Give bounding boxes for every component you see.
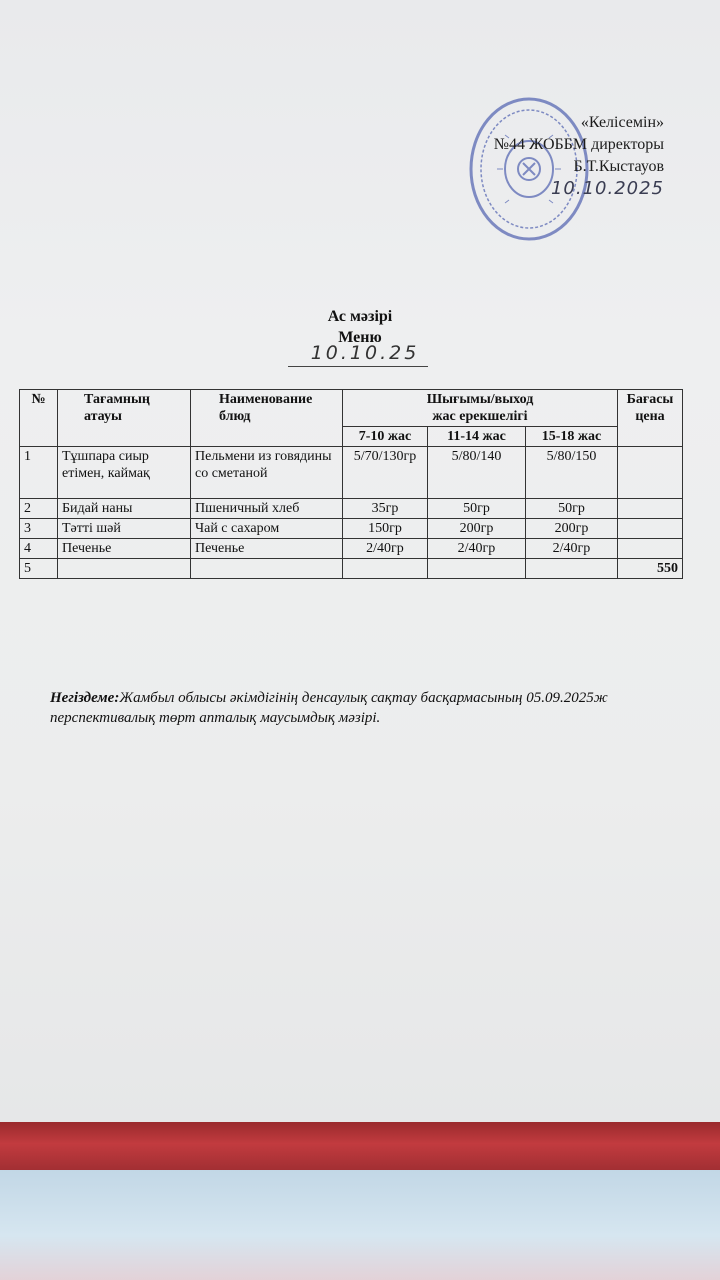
table-row [20, 447, 683, 499]
approval-block [494, 112, 664, 200]
row-age-1: 150гр [343, 519, 428, 539]
header-name-kz: Тағамның атауы [58, 390, 191, 447]
approval-handwritten-date: 10.10.2025 [550, 178, 664, 199]
row-age-3: 200гр [526, 519, 618, 539]
header-yield-line1: Шығымы/выход [426, 392, 534, 407]
row-age-1: 35гр [343, 499, 428, 519]
row-age-3: 5/80/150 [526, 447, 618, 499]
row-age-2: 2/40гр [428, 539, 526, 559]
table-row-total [20, 559, 683, 579]
row-name-kz: Бидай наны [58, 499, 191, 519]
title-ru: Меню [338, 329, 382, 346]
row-price-total: 550 [618, 559, 683, 579]
row-age-1: 5/70/130гр [343, 447, 428, 499]
menu-handwritten-date: 10.10.25 [310, 342, 420, 364]
approval-school: №44 ЖОББМ директоры [493, 136, 664, 153]
row-age-3 [526, 559, 618, 579]
row-name-kz: Тұшпара сиыр етімен, каймақ [58, 447, 191, 499]
row-name-ru: Печенье [191, 539, 343, 559]
row-age-2: 200гр [428, 519, 526, 539]
table-row [20, 499, 683, 519]
row-age-1 [343, 559, 428, 579]
row-age-3: 2/40гр [526, 539, 618, 559]
row-price [618, 447, 683, 499]
row-price [618, 519, 683, 539]
header-num: № [20, 390, 58, 447]
title-kz: Ас мәзірі [327, 308, 393, 325]
row-name-kz [58, 559, 191, 579]
menu-table [19, 389, 683, 579]
basis-label: Негіздеме: [50, 690, 120, 706]
header-name-ru: Наименование блюд [191, 390, 343, 447]
row-name-ru: Пшеничный хлеб [191, 499, 343, 519]
basis-text: Жамбыл облысы әкімдігінің денсаулық сақтау басқармасының 05.09.2025ж перспективалық төрт апталық маусымдық мәзірі. [50, 690, 608, 726]
blue-board-background [0, 1170, 720, 1280]
row-name-ru: Пельмени из говядины со сметаной [191, 447, 343, 499]
header-age-3: 15-18 жас [526, 427, 618, 447]
row-num: 5 [20, 559, 58, 579]
header-age-2: 11-14 жас [428, 427, 526, 447]
approval-director-name: Б.Т.Кыстауов [573, 158, 664, 175]
row-num: 2 [20, 499, 58, 519]
date-underline [288, 366, 428, 367]
table-row [20, 519, 683, 539]
row-age-2: 5/80/140 [428, 447, 526, 499]
header-age-1: 7-10 жас [343, 427, 428, 447]
row-age-1: 2/40гр [343, 539, 428, 559]
header-yield-line2: жас ерекшелігі [432, 409, 528, 424]
row-name-ru: Чай с сахаром [191, 519, 343, 539]
row-num: 3 [20, 519, 58, 539]
row-age-3: 50гр [526, 499, 618, 519]
row-age-2 [428, 559, 526, 579]
header-yield [343, 390, 618, 427]
row-price [618, 499, 683, 519]
row-name-kz: Тәтті шәй [58, 519, 191, 539]
header-price: Бағасы цена [618, 390, 683, 447]
row-num: 1 [20, 447, 58, 499]
red-board-edge [0, 1122, 720, 1170]
row-num: 4 [20, 539, 58, 559]
table-row [20, 539, 683, 559]
row-name-ru [191, 559, 343, 579]
row-age-2: 50гр [428, 499, 526, 519]
basis-note [50, 688, 680, 728]
row-name-kz: Печенье [58, 539, 191, 559]
approval-title: «Келісемін» [580, 114, 664, 131]
table-header-row [20, 390, 683, 427]
row-price [618, 539, 683, 559]
